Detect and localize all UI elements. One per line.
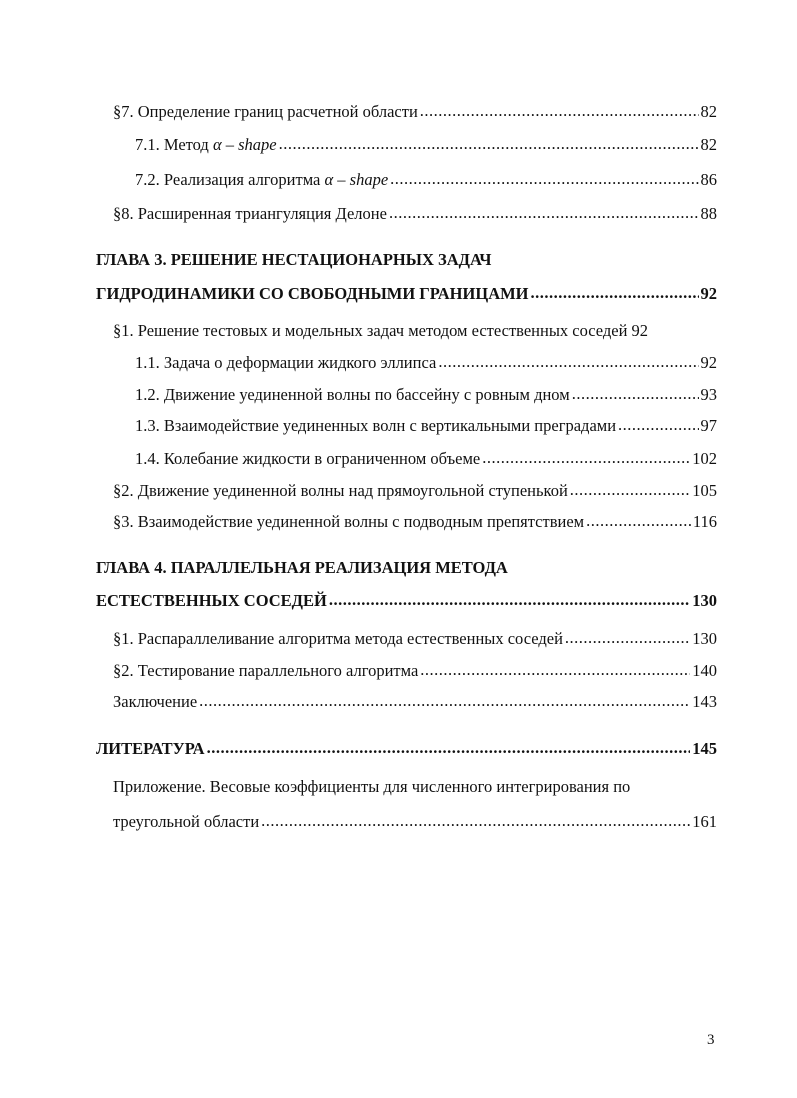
dot-leader	[207, 738, 691, 758]
dot-leader	[389, 203, 699, 223]
toc-entry-conclusion	[113, 692, 717, 712]
dot-leader	[199, 691, 690, 711]
toc-label: ЛИТЕРАТУРА	[96, 739, 205, 758]
toc-entry-s7	[113, 102, 717, 122]
toc-entry-ch3-s3	[113, 512, 717, 532]
toc-page: 82	[700, 135, 717, 154]
toc-label: ЕСТЕСТВЕННЫХ СОСЕДЕЙ	[96, 591, 327, 610]
toc-entry-ch3-s1-4	[135, 449, 717, 469]
toc-entry-ch3-s1-1	[135, 353, 717, 373]
toc-entry-appendix	[113, 812, 717, 832]
toc-entry-chapter-3	[96, 284, 717, 304]
dot-leader	[570, 480, 690, 500]
toc-page: 92	[700, 284, 717, 303]
toc-page: 143	[692, 692, 717, 711]
toc-label: 1.4. Колебание жидкости в ограниченном объеме	[135, 449, 481, 468]
toc-label: §2. Движение уединенной волны над прямоугольной ступенькой	[113, 481, 568, 500]
toc-page: 92	[631, 321, 648, 340]
toc-label: §7. Определение границ расчетной области	[113, 102, 418, 121]
toc-page: 130	[692, 591, 717, 610]
toc-entry-ch4-s1	[113, 629, 717, 649]
dot-leader	[586, 511, 691, 531]
dot-leader	[420, 101, 699, 121]
toc-entry-ch3-s2	[113, 481, 717, 501]
toc-label: §8. Расширенная триангуляция Делоне	[113, 204, 387, 223]
toc-label: §2. Тестирование параллельного алгоритма	[113, 661, 419, 680]
dot-leader	[279, 134, 699, 154]
dot-leader	[261, 811, 690, 831]
dot-leader	[438, 352, 698, 372]
toc-page: 105	[692, 481, 717, 500]
toc-label: 1.3. Взаимодействие уединенных волн с вертикальными преградами	[135, 416, 617, 435]
toc-entry-literature	[96, 739, 717, 759]
dot-leader	[420, 660, 690, 680]
dot-leader	[329, 590, 690, 610]
chapter-3-title-line1: ГЛАВА 3. РЕШЕНИЕ НЕСТАЦИОНАРНЫХ ЗАДАЧ	[96, 250, 492, 269]
toc-entry-chapter-4	[96, 591, 717, 611]
math-alpha-shape: α – shape	[324, 170, 389, 189]
toc-page: 116	[692, 512, 717, 531]
toc-label: §1. Решение тестовых и модельных задач методом естественных соседей	[113, 321, 628, 340]
toc-page: 97	[700, 416, 717, 435]
toc-label: Заключение	[113, 692, 198, 711]
toc-entry-s8	[113, 204, 717, 224]
dot-leader	[618, 415, 698, 435]
toc-page: 145	[692, 739, 717, 758]
toc-page: 86	[700, 170, 717, 189]
toc-label: 1.1. Задача о деформации жидкого эллипса	[135, 353, 437, 372]
toc-page: 161	[692, 812, 717, 831]
toc-label: 7.1. Метод α – shape	[135, 135, 277, 154]
toc-label: треугольной области	[113, 812, 260, 831]
toc-entry-s7-1	[135, 135, 717, 155]
toc-entry-ch3-s1-2	[135, 385, 717, 405]
dot-leader	[572, 384, 699, 404]
toc-page: 92	[700, 353, 717, 372]
toc-page: 140	[692, 661, 717, 680]
toc-page: 82	[700, 102, 717, 121]
appendix-title-line1: Приложение. Весовые коэффициенты для численного интегрирования по	[113, 777, 631, 796]
dot-leader	[390, 169, 698, 189]
toc-label: 1.2. Движение уединенной волны по бассейну с ровным дном	[135, 385, 570, 404]
dot-leader	[482, 448, 690, 468]
toc-label: 7.2. Реализация алгоритма α – shape	[135, 170, 389, 189]
math-alpha-shape: α – shape	[212, 135, 277, 154]
toc-entry-ch3-s1	[113, 321, 717, 341]
toc-entry-s7-2	[135, 170, 717, 190]
toc-label: §1. Распараллеливание алгоритма метода естественных соседей	[113, 629, 563, 648]
dot-leader	[565, 628, 690, 648]
dot-leader	[531, 283, 699, 303]
toc-page: 88	[700, 204, 717, 223]
toc-label: §3. Взаимодействие уединенной волны с подводным препятствием	[113, 512, 585, 531]
toc-entry-ch3-s1-3	[135, 416, 717, 436]
toc-entry-ch4-s2	[113, 661, 717, 681]
toc-label: ГИДРОДИНАМИКИ СО СВОБОДНЫМИ ГРАНИЦАМИ	[96, 284, 529, 303]
page-number: 3	[707, 1032, 715, 1048]
toc-page: 93	[700, 385, 717, 404]
toc-page: 102	[692, 449, 717, 468]
toc-page: 130	[692, 629, 717, 648]
chapter-4-title-line1: ГЛАВА 4. ПАРАЛЛЕЛЬНАЯ РЕАЛИЗАЦИЯ МЕТОДА	[96, 558, 508, 577]
